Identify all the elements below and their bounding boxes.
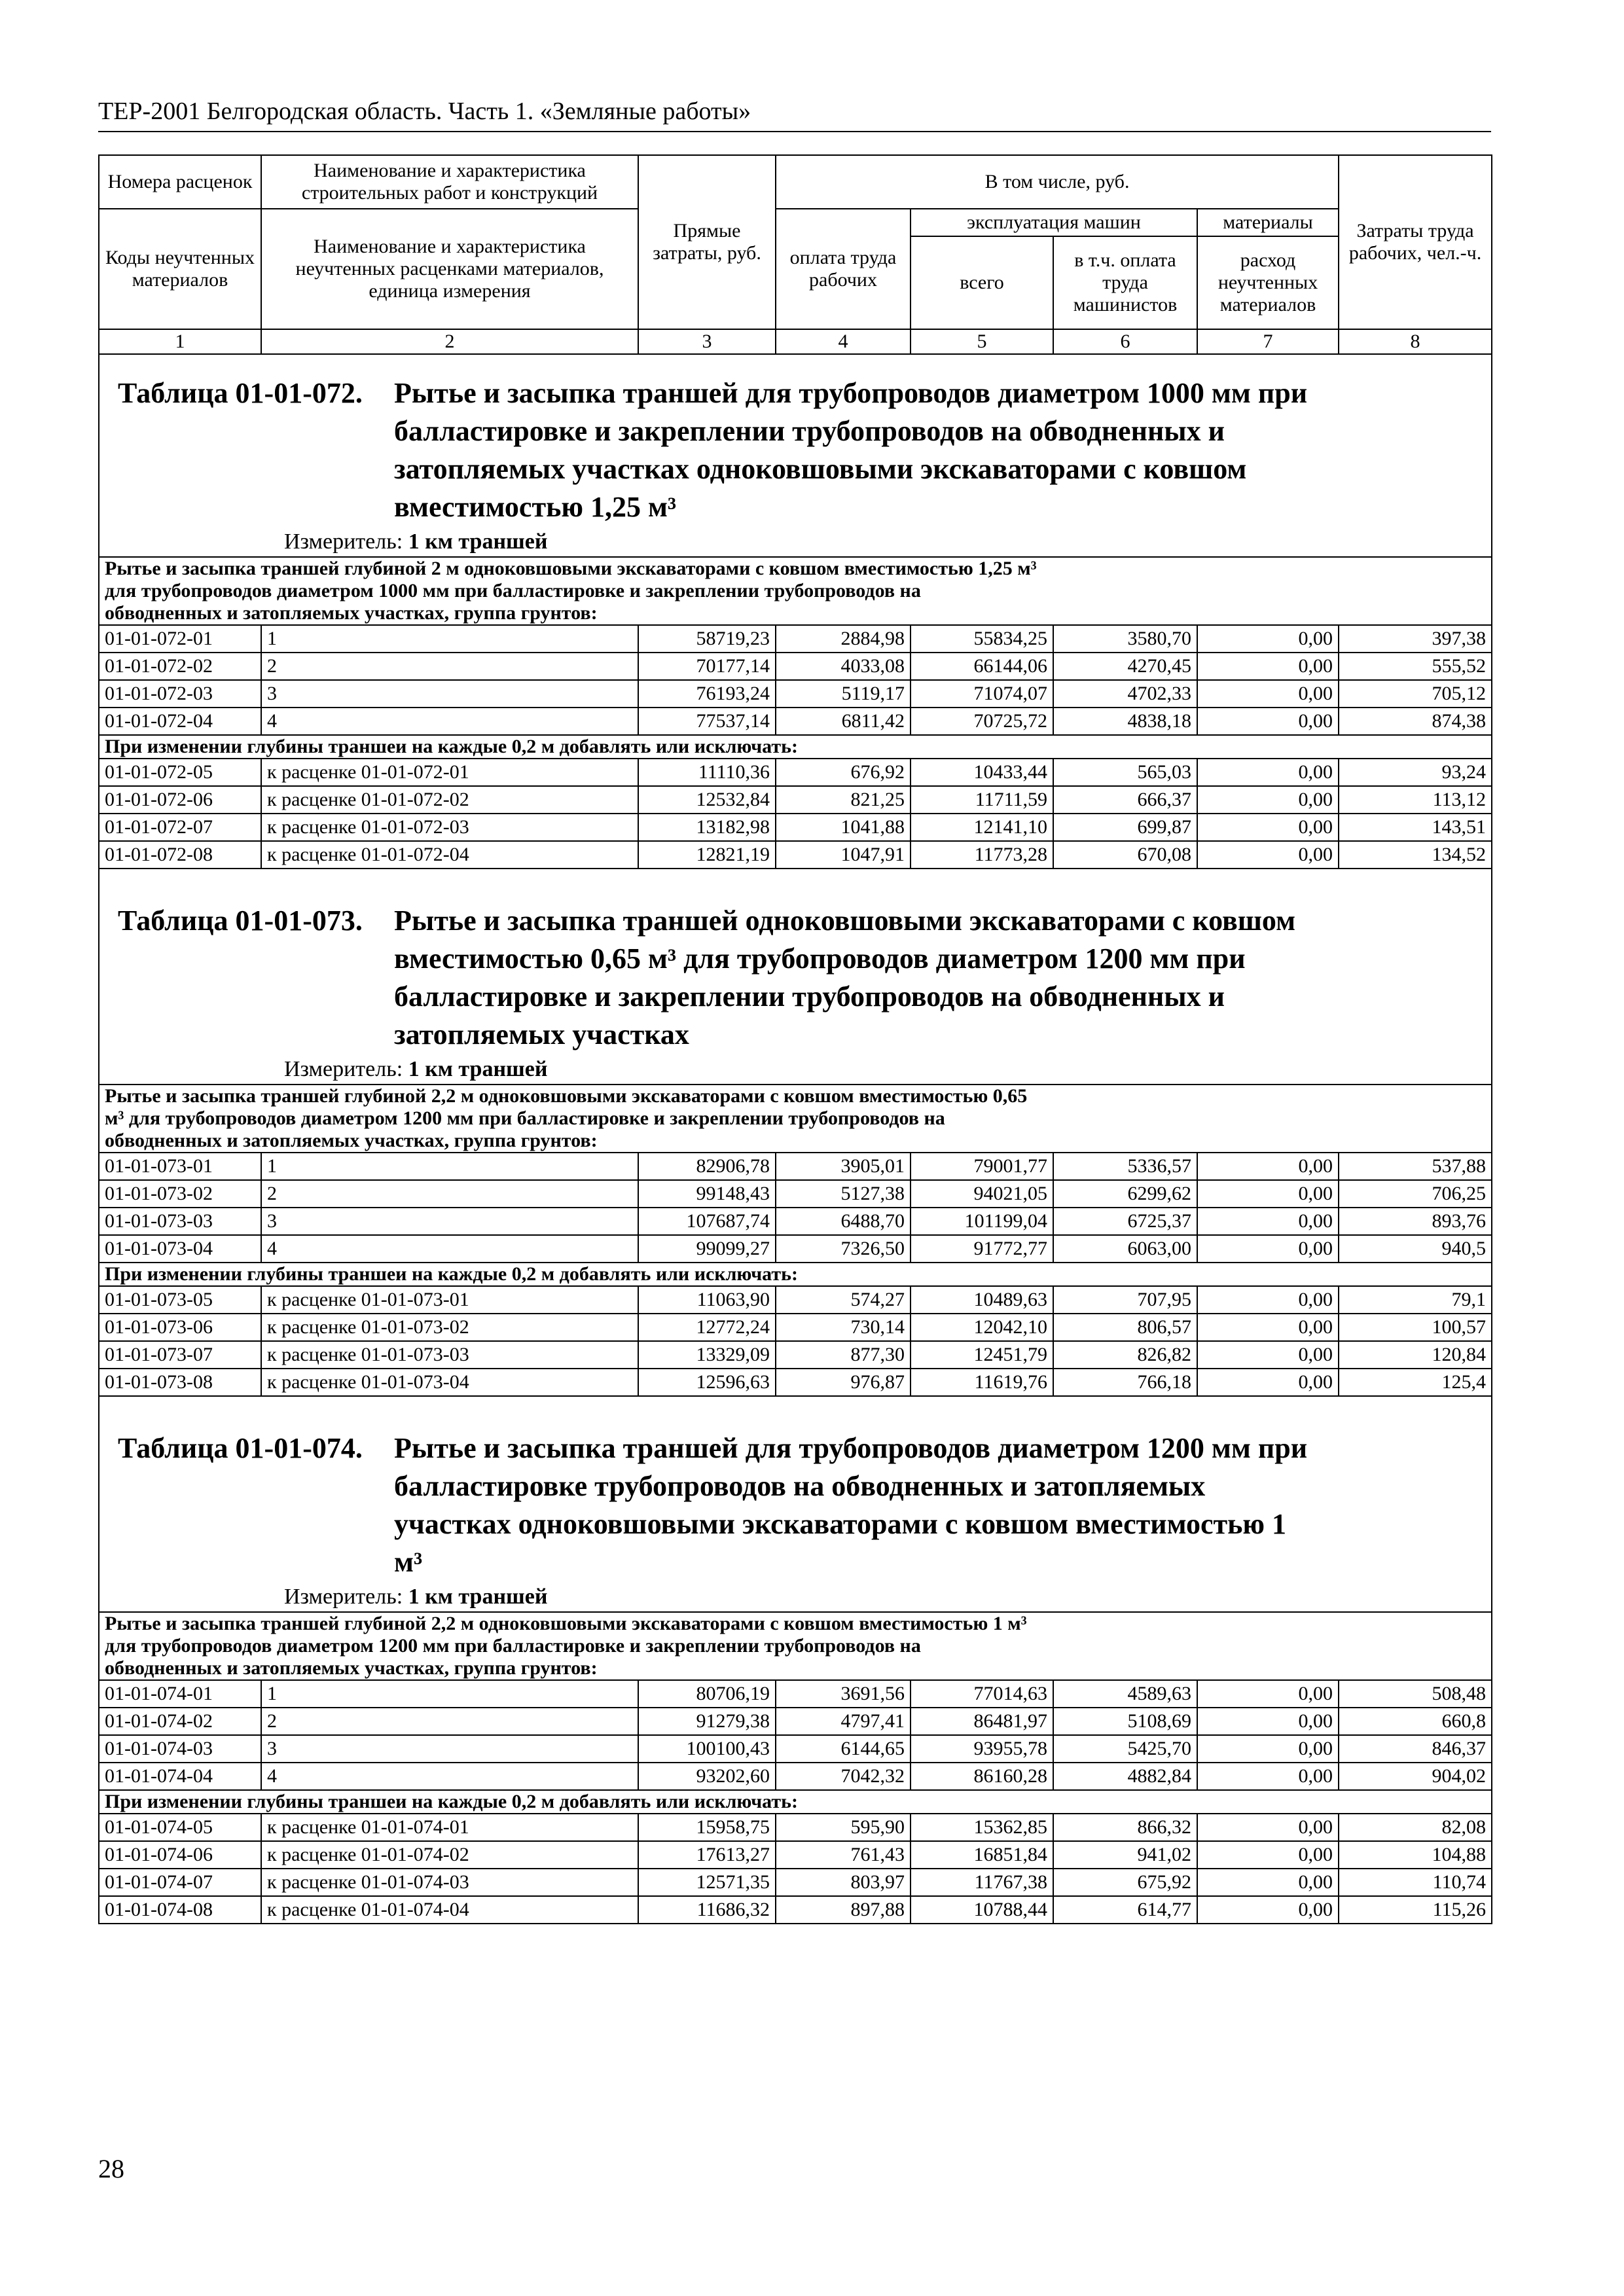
labor-hours: 846,37 (1339, 1735, 1492, 1763)
work-name: к расценке 01-01-073-01 (261, 1286, 638, 1314)
table-row (99, 841, 1492, 869)
direct-cost: 11686,32 (638, 1896, 776, 1924)
group-description-line: Рытье и засыпка траншей глубиной 2 м одноковшовыми экскаваторами с ковшом вместимостью 1,25 м³ (105, 558, 1037, 579)
machines-total: 10489,63 (911, 1286, 1053, 1314)
direct-cost: 91279,38 (638, 1708, 776, 1735)
table-meter (105, 1055, 1486, 1084)
depth-change-label: При изменении глубины траншеи на каждые 0,2 м добавлять или исключать: (99, 735, 1492, 759)
rate-code: 01-01-073-05 (99, 1286, 261, 1314)
machinist-pay: 614,77 (1053, 1896, 1197, 1924)
group-description-line: обводненных и затопляемых участках, группа грунтов: (105, 1130, 598, 1151)
labor-hours: 125,4 (1339, 1369, 1492, 1396)
labor-pay: 5127,38 (776, 1180, 911, 1208)
meter-value: 1 км траншей (408, 1585, 548, 1609)
machinist-pay: 4838,18 (1053, 708, 1197, 735)
materials: 0,00 (1197, 1235, 1339, 1263)
materials: 0,00 (1197, 680, 1339, 708)
machinist-pay: 941,02 (1053, 1841, 1197, 1869)
rate-code: 01-01-072-07 (99, 814, 261, 841)
direct-cost: 99099,27 (638, 1235, 776, 1263)
table-title-line: вместимостью 1,25 м³ (394, 491, 677, 523)
direct-cost: 12772,24 (638, 1314, 776, 1341)
direct-cost: 70177,14 (638, 653, 776, 680)
materials: 0,00 (1197, 1869, 1339, 1896)
work-name: к расценке 01-01-074-04 (261, 1896, 638, 1924)
materials: 0,00 (1197, 1814, 1339, 1841)
work-name: 1 (261, 1680, 638, 1708)
group-description-line: Рытье и засыпка траншей глубиной 2,2 м одноковшовыми экскаваторами с ковшом вместимостью 0,65 (105, 1085, 1028, 1107)
table-row (99, 786, 1492, 814)
labor-hours: 555,52 (1339, 653, 1492, 680)
machines-total: 12141,10 (911, 814, 1053, 841)
group-description (99, 1612, 1492, 1680)
group-description-line: для трубопроводов диаметром 1200 мм при балластировке и закреплении трубопроводов на (105, 1635, 921, 1657)
col-number: 8 (1339, 329, 1492, 354)
machinist-pay: 826,82 (1053, 1341, 1197, 1369)
labor-pay: 821,25 (776, 786, 911, 814)
machines-total: 77014,63 (911, 1680, 1053, 1708)
table-row (99, 1180, 1492, 1208)
col-number: 5 (911, 329, 1053, 354)
table-row (99, 1708, 1492, 1735)
table-title-line: вместимостью 0,65 м³ для трубопроводов диаметром 1200 мм при (394, 942, 1246, 975)
work-name: к расценке 01-01-072-02 (261, 786, 638, 814)
materials: 0,00 (1197, 1180, 1339, 1208)
rate-code: 01-01-074-02 (99, 1708, 261, 1735)
work-name: 4 (261, 1763, 638, 1790)
labor-hours: 660,8 (1339, 1708, 1492, 1735)
table-row (99, 1235, 1492, 1263)
labor-hours: 134,52 (1339, 841, 1492, 869)
table-title-line: Рытье и засыпка траншей одноковшовыми экскаваторами с ковшом (394, 905, 1296, 937)
labor-pay: 7042,32 (776, 1763, 911, 1790)
table-title-line: участках одноковшовыми экскаваторами с ковшом вместимостью 1 (394, 1508, 1287, 1540)
machines-total: 66144,06 (911, 653, 1053, 680)
materials: 0,00 (1197, 1341, 1339, 1369)
labor-pay: 1047,91 (776, 841, 911, 869)
machinist-pay: 4702,33 (1053, 680, 1197, 708)
rates-table (98, 154, 1492, 1924)
machines-total: 91772,77 (911, 1235, 1053, 1263)
machinist-pay: 806,57 (1053, 1314, 1197, 1341)
work-name: 1 (261, 1153, 638, 1180)
meter-value: 1 км траншей (408, 529, 548, 554)
labor-hours: 110,74 (1339, 1869, 1492, 1896)
work-name: 3 (261, 1208, 638, 1235)
machines-total: 15362,85 (911, 1814, 1053, 1841)
direct-cost: 82906,78 (638, 1153, 776, 1180)
rate-code: 01-01-073-06 (99, 1314, 261, 1341)
table-title-block (99, 869, 1492, 1085)
materials: 0,00 (1197, 653, 1339, 680)
col-number: 2 (261, 329, 638, 354)
direct-cost: 76193,24 (638, 680, 776, 708)
col-number: 1 (99, 329, 261, 354)
labor-pay: 6811,42 (776, 708, 911, 735)
materials: 0,00 (1197, 1680, 1339, 1708)
labor-pay: 3905,01 (776, 1153, 911, 1180)
table-title-text (394, 902, 1486, 1054)
machines-total: 94021,05 (911, 1180, 1053, 1208)
materials: 0,00 (1197, 1708, 1339, 1735)
labor-pay: 761,43 (776, 1841, 911, 1869)
labor-hours: 82,08 (1339, 1814, 1492, 1841)
table-number: Таблица 01-01-074. (118, 1432, 363, 1464)
table-title-line: затопляемых участках (394, 1018, 689, 1050)
machinist-pay: 666,37 (1053, 786, 1197, 814)
rate-code: 01-01-074-07 (99, 1869, 261, 1896)
table-title-text (394, 1429, 1486, 1581)
depth-change-label: При изменении глубины траншеи на каждые 0,2 м добавлять или исключать: (99, 1790, 1492, 1814)
direct-cost: 80706,19 (638, 1680, 776, 1708)
table-row (99, 1869, 1492, 1896)
page-header: ТЕР-2001 Белгородская область. Часть 1. «Земляные работы» (98, 98, 751, 125)
work-name: к расценке 01-01-073-04 (261, 1369, 638, 1396)
table-row (99, 708, 1492, 735)
col8-header: Затраты труда рабочих, чел.-ч. (1339, 155, 1492, 329)
work-name: к расценке 01-01-074-02 (261, 1841, 638, 1869)
col2b-header: Наименование и характеристика неучтенных расценками материалов, единица измерения (261, 209, 638, 329)
materials: 0,00 (1197, 1735, 1339, 1763)
direct-cost: 11110,36 (638, 759, 776, 786)
table-row (99, 1814, 1492, 1841)
table-title-text (394, 374, 1486, 526)
labor-pay: 1041,88 (776, 814, 911, 841)
rate-code: 01-01-074-05 (99, 1814, 261, 1841)
work-name: 4 (261, 708, 638, 735)
work-name: 4 (261, 1235, 638, 1263)
labor-hours: 397,38 (1339, 625, 1492, 653)
materials: 0,00 (1197, 814, 1339, 841)
rate-code: 01-01-072-02 (99, 653, 261, 680)
machinist-pay: 5108,69 (1053, 1708, 1197, 1735)
work-name: 1 (261, 625, 638, 653)
labor-hours: 893,76 (1339, 1208, 1492, 1235)
table-title-line: балластировке и закреплении трубопроводов на обводненных и (394, 415, 1225, 447)
rate-code: 01-01-074-01 (99, 1680, 261, 1708)
direct-cost: 12821,19 (638, 841, 776, 869)
table-row (99, 1896, 1492, 1924)
materials: 0,00 (1197, 1763, 1339, 1790)
col5-header: всего (911, 236, 1053, 329)
table-row (99, 1208, 1492, 1235)
meter-label: Измеритель: (284, 1585, 403, 1609)
group-description (99, 557, 1492, 625)
direct-cost: 12571,35 (638, 1869, 776, 1896)
direct-cost: 107687,74 (638, 1208, 776, 1235)
work-name: к расценке 01-01-072-03 (261, 814, 638, 841)
table-number: Таблица 01-01-072. (118, 377, 363, 409)
machines-total: 10433,44 (911, 759, 1053, 786)
table-row (99, 1763, 1492, 1790)
labor-pay: 3691,56 (776, 1680, 911, 1708)
materials: 0,00 (1197, 625, 1339, 653)
table-title-block (99, 354, 1492, 557)
rate-code: 01-01-072-06 (99, 786, 261, 814)
col4-header: оплата труда рабочих (776, 209, 911, 329)
group-description-line: обводненных и затопляемых участках, группа грунтов: (105, 602, 598, 624)
col-number: 7 (1197, 329, 1339, 354)
materials: 0,00 (1197, 1286, 1339, 1314)
labor-hours: 705,12 (1339, 680, 1492, 708)
labor-hours: 508,48 (1339, 1680, 1492, 1708)
rate-code: 01-01-072-01 (99, 625, 261, 653)
table-title-line: Рытье и засыпка траншей для трубопроводов диаметром 1000 мм при (394, 377, 1308, 409)
group-description-line: Рытье и засыпка траншей глубиной 2,2 м одноковшовыми экскаваторами с ковшом вместимостью 1 м³ (105, 1613, 1027, 1634)
table-row (99, 759, 1492, 786)
machines-total: 86481,97 (911, 1708, 1053, 1735)
direct-cost: 99148,43 (638, 1180, 776, 1208)
materials: 0,00 (1197, 1208, 1339, 1235)
col1b-header: Коды неучтенных материалов (99, 209, 261, 329)
group-description (99, 1085, 1492, 1153)
machinist-pay: 699,87 (1053, 814, 1197, 841)
col-number: 3 (638, 329, 776, 354)
labor-pay: 4797,41 (776, 1708, 911, 1735)
direct-cost: 11063,90 (638, 1286, 776, 1314)
labor-hours: 104,88 (1339, 1841, 1492, 1869)
table-title-block (99, 1396, 1492, 1612)
col6-header: в т.ч. оплата труда машинистов (1053, 236, 1197, 329)
depth-change-label: При изменении глубины траншеи на каждые 0,2 м добавлять или исключать: (99, 1263, 1492, 1286)
machinist-pay: 4270,45 (1053, 653, 1197, 680)
rate-code: 01-01-073-08 (99, 1369, 261, 1396)
materials: 0,00 (1197, 1369, 1339, 1396)
rate-code: 01-01-072-03 (99, 680, 261, 708)
machinist-pay: 4882,84 (1053, 1763, 1197, 1790)
labor-hours: 113,12 (1339, 786, 1492, 814)
table-title-line: затопляемых участках одноковшовыми экскаваторами с ковшом (394, 453, 1247, 485)
machinist-pay: 6063,00 (1053, 1235, 1197, 1263)
meter-label: Измеритель: (284, 529, 403, 554)
machinist-pay: 866,32 (1053, 1814, 1197, 1841)
machines-total: 79001,77 (911, 1153, 1053, 1180)
direct-cost: 77537,14 (638, 708, 776, 735)
table-row (99, 680, 1492, 708)
machinist-pay: 766,18 (1053, 1369, 1197, 1396)
meter-label: Измеритель: (284, 1057, 403, 1081)
machines-total: 101199,04 (911, 1208, 1053, 1235)
labor-pay: 877,30 (776, 1341, 911, 1369)
table-row (99, 625, 1492, 653)
machinist-pay: 3580,70 (1053, 625, 1197, 653)
rate-code: 01-01-074-08 (99, 1896, 261, 1924)
table-number: Таблица 01-01-073. (118, 905, 363, 937)
table-title (105, 1416, 1486, 1581)
machines-total: 12042,10 (911, 1314, 1053, 1341)
materials: 0,00 (1197, 1314, 1339, 1341)
labor-hours: 120,84 (1339, 1341, 1492, 1369)
machines-total: 71074,07 (911, 680, 1053, 708)
machines-total: 16851,84 (911, 1841, 1053, 1869)
work-name: к расценке 01-01-072-01 (261, 759, 638, 786)
direct-cost: 15958,75 (638, 1814, 776, 1841)
machines-total: 86160,28 (911, 1763, 1053, 1790)
machinist-pay: 6299,62 (1053, 1180, 1197, 1208)
rate-code: 01-01-073-03 (99, 1208, 261, 1235)
table-meter (105, 528, 1486, 556)
labor-hours: 100,57 (1339, 1314, 1492, 1341)
table-title-line: м³ (394, 1546, 423, 1578)
col3-header: Прямые затраты, руб. (638, 155, 776, 329)
work-name: к расценке 01-01-074-01 (261, 1814, 638, 1841)
meter-value: 1 км траншей (408, 1057, 548, 1081)
labor-pay: 4033,08 (776, 653, 911, 680)
machinist-pay: 4589,63 (1053, 1680, 1197, 1708)
labor-pay: 6488,70 (776, 1208, 911, 1235)
materials: 0,00 (1197, 708, 1339, 735)
materials: 0,00 (1197, 1841, 1339, 1869)
rate-code: 01-01-073-01 (99, 1153, 261, 1180)
materials: 0,00 (1197, 841, 1339, 869)
machines-total: 93955,78 (911, 1735, 1053, 1763)
machines-total: 11619,76 (911, 1369, 1053, 1396)
machinist-pay: 5425,70 (1053, 1735, 1197, 1763)
rate-code: 01-01-073-07 (99, 1341, 261, 1369)
table-row (99, 1341, 1492, 1369)
table-title-line: балластировке и закреплении трубопроводов на обводненных и (394, 980, 1225, 1013)
table-title (105, 889, 1486, 1054)
labor-pay: 574,27 (776, 1286, 911, 1314)
work-name: к расценке 01-01-073-02 (261, 1314, 638, 1341)
machinist-pay: 5336,57 (1053, 1153, 1197, 1180)
labor-pay: 897,88 (776, 1896, 911, 1924)
machines-total: 11773,28 (911, 841, 1053, 869)
labor-hours: 79,1 (1339, 1286, 1492, 1314)
materials: 0,00 (1197, 1153, 1339, 1180)
page-number: 28 (98, 2154, 124, 2183)
labor-hours: 706,25 (1339, 1180, 1492, 1208)
machines-total: 11711,59 (911, 786, 1053, 814)
materials: 0,00 (1197, 786, 1339, 814)
table-meter (105, 1583, 1486, 1611)
labor-pay: 6144,65 (776, 1735, 911, 1763)
labor-pay: 730,14 (776, 1314, 911, 1341)
machines-total: 11767,38 (911, 1869, 1053, 1896)
table-title (105, 361, 1486, 526)
labor-hours: 115,26 (1339, 1896, 1492, 1924)
rate-code: 01-01-074-04 (99, 1763, 261, 1790)
labor-pay: 7326,50 (776, 1235, 911, 1263)
table-row (99, 653, 1492, 680)
rate-code: 01-01-072-08 (99, 841, 261, 869)
direct-cost: 17613,27 (638, 1841, 776, 1869)
direct-cost: 12532,84 (638, 786, 776, 814)
col1a-header: Номера расценок (99, 155, 261, 209)
work-name: 3 (261, 680, 638, 708)
direct-cost: 93202,60 (638, 1763, 776, 1790)
col7-header: расход неучтенных материалов (1197, 236, 1339, 329)
col2a-header: Наименование и характеристика строительных работ и конструкций (261, 155, 638, 209)
table-row (99, 1153, 1492, 1180)
work-name: 2 (261, 653, 638, 680)
machines-total: 12451,79 (911, 1341, 1053, 1369)
machines-total: 55834,25 (911, 625, 1053, 653)
table-row (99, 1369, 1492, 1396)
labor-pay: 595,90 (776, 1814, 911, 1841)
labor-hours: 537,88 (1339, 1153, 1492, 1180)
table-row (99, 1680, 1492, 1708)
labor-hours: 940,5 (1339, 1235, 1492, 1263)
labor-pay: 676,92 (776, 759, 911, 786)
table-row (99, 1735, 1492, 1763)
materials-header: материалы (1197, 209, 1339, 236)
header-rule (98, 131, 1491, 132)
rate-code: 01-01-073-02 (99, 1180, 261, 1208)
group-description-line: м³ для трубопроводов диаметром 1200 мм при балластировке и закреплении трубопроводов на (105, 1107, 945, 1129)
work-name: к расценке 01-01-074-03 (261, 1869, 638, 1896)
col-number: 6 (1053, 329, 1197, 354)
rate-code: 01-01-072-05 (99, 759, 261, 786)
direct-cost: 12596,63 (638, 1369, 776, 1396)
machinist-pay: 675,92 (1053, 1869, 1197, 1896)
rate-code: 01-01-074-06 (99, 1841, 261, 1869)
work-name: 3 (261, 1735, 638, 1763)
col-number: 4 (776, 329, 911, 354)
table-row (99, 1841, 1492, 1869)
labor-pay: 5119,17 (776, 680, 911, 708)
machinist-pay: 565,03 (1053, 759, 1197, 786)
group-description-line: для трубопроводов диаметром 1000 мм при балластировке и закреплении трубопроводов на (105, 580, 921, 601)
machines-header: эксплуатация машин (911, 209, 1197, 236)
machines-total: 10788,44 (911, 1896, 1053, 1924)
direct-cost: 58719,23 (638, 625, 776, 653)
materials: 0,00 (1197, 1896, 1339, 1924)
labor-pay: 976,87 (776, 1369, 911, 1396)
rate-code: 01-01-072-04 (99, 708, 261, 735)
labor-hours: 874,38 (1339, 708, 1492, 735)
group-description-line: обводненных и затопляемых участках, группа грунтов: (105, 1657, 598, 1679)
direct-cost: 100100,43 (638, 1735, 776, 1763)
table-row (99, 1286, 1492, 1314)
machines-total: 70725,72 (911, 708, 1053, 735)
materials: 0,00 (1197, 759, 1339, 786)
direct-cost: 13329,09 (638, 1341, 776, 1369)
labor-pay: 2884,98 (776, 625, 911, 653)
table-row (99, 814, 1492, 841)
labor-pay: 803,97 (776, 1869, 911, 1896)
direct-cost: 13182,98 (638, 814, 776, 841)
labor-hours: 904,02 (1339, 1763, 1492, 1790)
work-name: 2 (261, 1180, 638, 1208)
machinist-pay: 707,95 (1053, 1286, 1197, 1314)
machinist-pay: 6725,37 (1053, 1208, 1197, 1235)
incl-header: В том числе, руб. (776, 155, 1339, 209)
work-name: к расценке 01-01-073-03 (261, 1341, 638, 1369)
labor-hours: 143,51 (1339, 814, 1492, 841)
machinist-pay: 670,08 (1053, 841, 1197, 869)
table-title-line: Рытье и засыпка траншей для трубопроводов диаметром 1200 мм при (394, 1432, 1308, 1464)
rate-code: 01-01-073-04 (99, 1235, 261, 1263)
rate-code: 01-01-074-03 (99, 1735, 261, 1763)
labor-hours: 93,24 (1339, 759, 1492, 786)
work-name: 2 (261, 1708, 638, 1735)
table-title-line: балластировке трубопроводов на обводненных и затопляемых (394, 1470, 1206, 1502)
table-row (99, 1314, 1492, 1341)
work-name: к расценке 01-01-072-04 (261, 841, 638, 869)
